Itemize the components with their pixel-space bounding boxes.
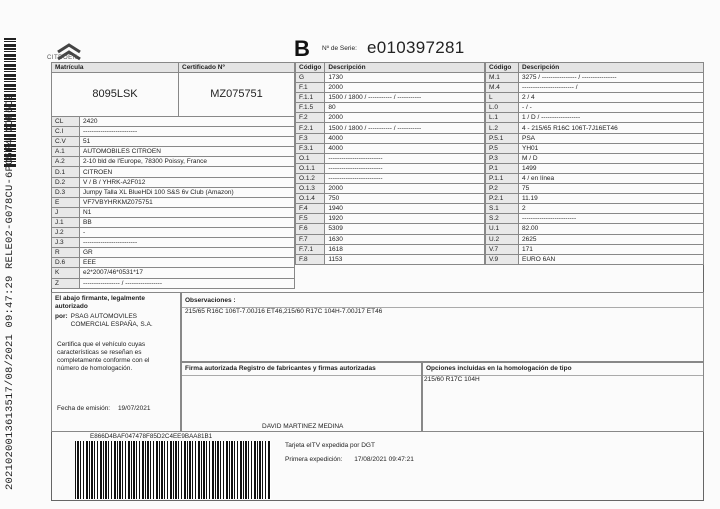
- row-code: F.3.1: [296, 143, 325, 153]
- row-code: F.3: [296, 133, 325, 143]
- row-code: D.1: [52, 167, 80, 177]
- table-row: [296, 113, 485, 123]
- row-value: M / D: [519, 153, 704, 163]
- firma-box: [181, 362, 422, 432]
- opciones-title: Opciones incluidas en la homologación de tipo: [423, 363, 703, 376]
- row-code: R: [52, 248, 80, 258]
- table-row: [296, 83, 485, 93]
- table-row: [486, 184, 704, 194]
- row-code: CL: [52, 117, 80, 127]
- table-row: [486, 153, 704, 163]
- row-code: O.1.2: [296, 173, 325, 183]
- table-row: [296, 204, 485, 214]
- row-code: C.I: [52, 127, 80, 137]
- row-value: e2*2007/46*0531*17: [80, 268, 295, 278]
- left-rows: [52, 117, 295, 289]
- table-row: [486, 173, 704, 183]
- table-row: [486, 123, 704, 133]
- row-value: 2000: [325, 83, 485, 93]
- row-code: U.1: [486, 224, 519, 234]
- table-row: [486, 244, 704, 254]
- row-code: F.7.1: [296, 244, 325, 254]
- row-code: V.7: [486, 244, 519, 254]
- row-value: 1920: [325, 214, 485, 224]
- mid-header-code: Código: [296, 63, 325, 73]
- table-row: [52, 147, 295, 157]
- row-value: V / B / YHRK-A2F012: [80, 177, 295, 187]
- row-code: P.3: [486, 153, 519, 163]
- row-value: 51: [80, 137, 295, 147]
- row-value: -------------------------: [325, 153, 485, 163]
- table-row: [52, 248, 295, 258]
- table-row: [486, 234, 704, 244]
- row-code: P.5: [486, 143, 519, 153]
- row-value: PSA: [519, 133, 704, 143]
- firmante-box: [51, 292, 181, 432]
- right-table: [485, 62, 704, 265]
- table-row: [486, 194, 704, 204]
- table-row: [52, 197, 295, 207]
- row-code: F.7: [296, 234, 325, 244]
- row-code: F.2.1: [296, 123, 325, 133]
- table-row: [52, 157, 295, 167]
- table-row: [486, 113, 704, 123]
- table-row: [52, 217, 295, 227]
- row-value: 1618: [325, 244, 485, 254]
- table-row: [486, 204, 704, 214]
- row-code: D.3: [52, 187, 80, 197]
- row-code: S.1: [486, 204, 519, 214]
- firmante-company: PSAG AUTOMOVILES COMERCIAL ESPAÑA, S.A.: [70, 313, 153, 328]
- row-value: 5309: [325, 224, 485, 234]
- row-code: P.5.1: [486, 133, 519, 143]
- table-row: [52, 117, 295, 127]
- row-code: M.1: [486, 73, 519, 83]
- row-code: A.1: [52, 147, 80, 157]
- table-row: [52, 177, 295, 187]
- row-code: P.1.1: [486, 173, 519, 183]
- row-value: 1730: [325, 73, 485, 83]
- row-value: -: [80, 228, 295, 238]
- brand-wordmark: CITROËN: [47, 55, 78, 61]
- row-code: J.3: [52, 238, 80, 248]
- row-code: F.6: [296, 224, 325, 234]
- row-code: F.5: [296, 214, 325, 224]
- table-row: [296, 173, 485, 183]
- observaciones-title: Observaciones :: [185, 297, 236, 304]
- row-value: 4000: [325, 133, 485, 143]
- row-code: F.1.5: [296, 103, 325, 113]
- row-code: G: [296, 73, 325, 83]
- row-value: VF7VBYHRKMZ075751: [80, 197, 295, 207]
- table-row: [486, 73, 704, 83]
- row-value: - / -: [519, 103, 704, 113]
- row-value: Jumpy Talla XL BlueHDi 100 S&S 6v Club (Amazon): [80, 187, 295, 197]
- table-row: [52, 187, 295, 197]
- table-row: [296, 133, 485, 143]
- row-value: 1153: [325, 254, 485, 264]
- opciones-box: [422, 362, 704, 432]
- table-row: [296, 184, 485, 194]
- header-certificado: Certificado Nº: [179, 63, 295, 73]
- row-value: 2000: [325, 113, 485, 123]
- doc-letter: B: [294, 36, 310, 61]
- row-code: J.1: [52, 217, 80, 227]
- row-code: J: [52, 207, 80, 217]
- serial-label: Nº de Serie:: [322, 45, 357, 52]
- table-row: [52, 268, 295, 278]
- table-row: [296, 214, 485, 224]
- table-row: [296, 224, 485, 234]
- observaciones-box: [181, 292, 704, 362]
- row-value: YH01: [519, 143, 704, 153]
- row-value: 4 - 215/65 R16C 106T-7J16ET46: [519, 123, 704, 133]
- right-header-desc: Descripción: [519, 63, 704, 73]
- row-code: K: [52, 268, 80, 278]
- row-code: E: [52, 197, 80, 207]
- row-value: 2420: [80, 117, 295, 127]
- certifica-text: Certifica que el vehículo cuyas características se reseñan es completamente conforme con el número de homologación.: [57, 341, 150, 372]
- expedicion-value: 17/08/2021 09:47:21: [354, 456, 414, 463]
- row-code: U.2: [486, 234, 519, 244]
- row-code: F.2: [296, 113, 325, 123]
- table-row: [52, 228, 295, 238]
- row-code: F.1: [296, 83, 325, 93]
- observaciones-text: 215/65 R16C 106T-7.00J16 ET46,215/60 R17C 104H-7.00J17 ET46: [182, 307, 703, 316]
- row-code: A.2: [52, 157, 80, 167]
- table-row: [296, 234, 485, 244]
- expedicion-label: Primera expedición:: [285, 456, 343, 463]
- right-header-code: Código: [486, 63, 519, 73]
- table-row: [296, 163, 485, 173]
- row-code: L.0: [486, 103, 519, 113]
- row-code: V.9: [486, 254, 519, 264]
- table-row: [486, 224, 704, 234]
- tarjeta-line: Tarjeta eITV expedida por DGT: [285, 442, 375, 449]
- serial-number: e010397281: [367, 38, 465, 57]
- row-value: BB: [80, 217, 295, 227]
- row-code: J.2: [52, 228, 80, 238]
- row-value: 4000: [325, 143, 485, 153]
- row-code: O.1.1: [296, 163, 325, 173]
- row-value: -------------------------: [519, 214, 704, 224]
- table-row: [486, 214, 704, 224]
- row-value: 171: [519, 244, 704, 254]
- table-row: [486, 143, 704, 153]
- table-row: [296, 254, 485, 264]
- main-barcode: [75, 441, 271, 499]
- fecha-value: 19/07/2021: [117, 405, 151, 412]
- row-value: 80: [325, 103, 485, 113]
- firma-name: DAVID MARTINEZ MEDINA: [262, 423, 344, 430]
- opciones-text: 215/60 R17C 104H: [424, 376, 480, 383]
- row-value: 1630: [325, 234, 485, 244]
- table-row: [296, 93, 485, 103]
- firma-title: Firma autorizada Registro de fabricantes y firmas autorizadas: [182, 363, 421, 376]
- table-row: [486, 83, 704, 93]
- row-value: 1500 / 1800 / ----------- / -----------: [325, 123, 485, 133]
- fecha-label: Fecha de emisión:: [57, 405, 111, 412]
- row-code: P.2: [486, 184, 519, 194]
- middle-rows: [296, 73, 485, 265]
- row-code: Z: [52, 278, 80, 288]
- expedicion-line: [285, 456, 414, 464]
- row-code: C.V: [52, 137, 80, 147]
- table-row: [52, 207, 295, 217]
- table-row: [296, 143, 485, 153]
- row-value: 2 / 4: [519, 93, 704, 103]
- row-value: 11.19: [519, 194, 704, 204]
- row-code: D.6: [52, 258, 80, 268]
- row-value: -------------------------: [80, 238, 295, 248]
- row-code: F.4: [296, 204, 325, 214]
- row-value: 2-10 bld de l'Europe, 78300 Poissy, France: [80, 157, 295, 167]
- table-row: [52, 127, 295, 137]
- row-code: O.1: [296, 153, 325, 163]
- row-value: -------------------------: [325, 163, 485, 173]
- row-value: 3275 / ---------------- / ----------------: [519, 73, 704, 83]
- row-value: 2: [519, 204, 704, 214]
- row-code: O.1.3: [296, 184, 325, 194]
- firmante-title: El abajo firmante, legalmente autorizado: [55, 295, 145, 310]
- middle-table: [295, 62, 485, 265]
- row-value: -------------------------: [325, 173, 485, 183]
- row-code: P.2.1: [486, 194, 519, 204]
- por-label: por:: [55, 313, 68, 320]
- table-row: [486, 254, 704, 264]
- row-value: 1 / D / ------------------: [519, 113, 704, 123]
- row-value: CITROEN: [80, 167, 295, 177]
- row-value: GR: [80, 248, 295, 258]
- certificado-value: MZ075751: [179, 73, 295, 117]
- matricula-value: 8095LSK: [52, 73, 179, 117]
- row-value: EURO 6AN: [519, 254, 704, 264]
- row-value: N1: [80, 207, 295, 217]
- side-reference: 2021020013613517/08/2021 09:47:29 RELE02-G078CU-6PO5F4-COF6C9: [4, 93, 16, 490]
- left-table: [51, 62, 295, 289]
- table-row: [296, 73, 485, 83]
- mid-header-desc: Descripción: [325, 63, 485, 73]
- row-code: F.1.1: [296, 93, 325, 103]
- right-rows: [486, 73, 704, 265]
- row-value: 1500 / 1800 / ----------- / -----------: [325, 93, 485, 103]
- table-row: [486, 103, 704, 113]
- row-value: EEE: [80, 258, 295, 268]
- row-value: 2000: [325, 184, 485, 194]
- header-matricula: Matrícula: [52, 63, 179, 73]
- row-value: 82.00: [519, 224, 704, 234]
- row-code: L.1: [486, 113, 519, 123]
- row-code: M.4: [486, 83, 519, 93]
- table-row: [52, 238, 295, 248]
- row-value: 750: [325, 194, 485, 204]
- row-value: 75: [519, 184, 704, 194]
- row-code: O.1.4: [296, 194, 325, 204]
- table-row: [296, 103, 485, 113]
- row-code: P.1: [486, 163, 519, 173]
- table-row: [296, 244, 485, 254]
- barcode-text: E866D4BAF047478F85D2C4EE9BAA81B1: [90, 433, 213, 440]
- row-code: D.2: [52, 177, 80, 187]
- table-row: [486, 133, 704, 143]
- table-row: [486, 93, 704, 103]
- table-row: [486, 163, 704, 173]
- row-value: 1499: [519, 163, 704, 173]
- table-row: [52, 167, 295, 177]
- table-row: [296, 194, 485, 204]
- row-code: L: [486, 93, 519, 103]
- table-row: [52, 278, 295, 288]
- row-value: -------------------------: [80, 127, 295, 137]
- table-row: [52, 137, 295, 147]
- row-value: ----------------- / -----------------: [80, 278, 295, 288]
- table-row: [52, 258, 295, 268]
- row-value: 4 / en línea: [519, 173, 704, 183]
- row-value: AUTOMOBILES CITROEN: [80, 147, 295, 157]
- row-value: 1940: [325, 204, 485, 214]
- row-code: F.8: [296, 254, 325, 264]
- table-row: [296, 123, 485, 133]
- row-code: L.2: [486, 123, 519, 133]
- table-row: [296, 153, 485, 163]
- row-value: 2625: [519, 234, 704, 244]
- row-code: S.2: [486, 214, 519, 224]
- row-value: ------------------------ /: [519, 83, 704, 93]
